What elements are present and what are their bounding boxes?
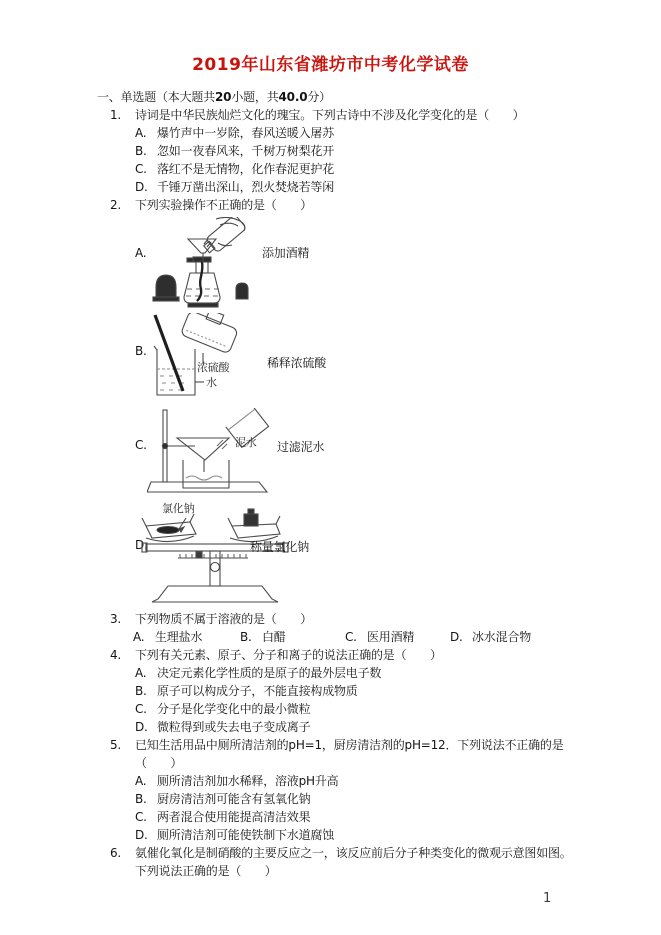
section-heading-suffix: 分） [307,90,331,104]
option-text: 千锤万凿出深山，烈火焚烧若等闲 [157,180,335,194]
option-text: 厨房清洁剂可能含有氢氧化钠 [157,792,311,806]
option-text: 原子可以构成分子，不能直接构成物质 [157,684,358,698]
question-6 [97,844,642,880]
q2-option-d-figure-row [97,498,642,606]
question-number: 5. [110,738,122,752]
section-total-score: 40.0 [278,90,308,104]
q2-option-c-figure-row [97,408,642,498]
option-text: 冰水混合物 [472,630,532,644]
exam-content [97,88,642,880]
question-number: 2. [110,198,122,212]
question-number: 6. [110,846,122,860]
option-label: B. [135,144,147,158]
question-text: 下列有关元素、原子、分子和离子的说法正确的是（ ） [135,648,442,662]
q3-option-b [240,628,345,646]
option-label: A. [135,246,147,260]
question-number: 1. [110,108,122,122]
q5-option-b [135,790,642,808]
alcohol-lamp-refill-drawing [150,217,255,311]
question-text: 氨催化氧化是制硝酸的主要反应之一，该反应前后分子种类变化的微观示意图如图。 [135,846,572,860]
option-label: D. [135,180,148,194]
q1-option-c [135,160,642,178]
option-label: A. [135,666,147,680]
q3-option-c [345,628,450,646]
page-title: 2019年山东省潍坊市中考化学试卷 [192,55,469,75]
q3-option-a [133,628,240,646]
q4-option-c [135,700,642,718]
water-label: 水 [206,376,217,389]
question-2 [97,196,642,606]
option-label: D. [450,630,463,644]
question-number: 4. [110,648,122,662]
question-text: 已知生活用品中厕所清洁剂的pH=1，厨房清洁剂的pH=12．下列说法不正确的是 [135,738,564,752]
option-label: B. [240,630,252,644]
figure-caption: 稀释浓硫酸 [267,356,327,370]
figure-caption: 过滤泥水 [277,440,325,454]
q5-option-c [135,808,642,826]
q3-options-row [133,628,642,646]
option-text: 厕所清洁剂加水稀释，溶液pH升高 [157,774,339,788]
q4-option-a [135,664,642,682]
q1-option-a [135,124,642,142]
q2-option-b-figure-row [97,312,642,408]
q4-option-b [135,682,642,700]
option-text: 分子是化学变化中的最小微粒 [157,702,311,716]
option-label: B. [135,792,147,806]
option-text: 生理盐水 [155,630,203,644]
option-label: B. [135,344,147,358]
figure-caption: 添加酒精 [262,246,310,260]
option-text: 白醋 [262,630,286,644]
muddy-water-label: 泥水 [235,436,257,449]
option-text: 决定元素化学性质的是原子的最外层电子数 [157,666,382,680]
page-number: 1 [543,891,552,906]
q2-option-a-figure-row [97,214,642,312]
option-text: 厕所清洁剂可能使铁制下水道腐蚀 [157,828,335,842]
option-label: C. [135,702,147,716]
filtration-setup-figure [147,408,287,496]
option-text: 忽如一夜春风来，千树万树梨花开 [157,144,335,158]
option-label: C. [135,810,147,824]
option-label: D. [135,720,148,734]
question-3 [97,610,642,646]
q5-option-d [135,826,642,844]
figure-caption: 称量氯化钠 [250,540,310,554]
option-label: D. [135,538,148,552]
sodium-chloride-label: 氯化钠 [162,502,195,515]
question-text: 下列实验操作不正确的是（ ） [135,198,313,212]
question-5 [97,736,642,844]
section-heading-mid: 小题，共 [231,90,279,104]
option-text: 落红不是无情物，化作春泥更护花 [157,162,335,176]
section-heading-prefix: 一、单选题（本大题共 [97,90,216,104]
q4-option-d [135,718,642,736]
option-text: 两者混合使用能提高清洁效果 [157,810,311,824]
q5-option-a [135,772,642,790]
option-label: B. [135,684,147,698]
option-label: C. [135,438,147,452]
option-label: C. [135,162,147,176]
q3-option-d [450,628,642,646]
question-text: 下列物质不属于溶液的是（ ） [135,612,313,626]
section-question-count: 20 [215,90,232,104]
option-label: A. [135,774,147,788]
question-text-continued: 下列说法正确的是（ ） [135,864,277,878]
option-label: C. [345,630,357,644]
option-text: 医用酒精 [367,630,415,644]
option-label: A. [135,126,147,140]
question-text-continued: （ ） [135,756,183,770]
filtration-setup-drawing [147,408,287,496]
option-label: A. [133,630,145,644]
option-text: 爆竹声中一岁除，春风送暖入屠苏 [157,126,335,140]
question-4 [97,646,642,736]
q1-option-b [135,142,642,160]
q1-option-d [135,178,642,196]
option-text: 微粒得到或失去电子变成离子 [157,720,311,734]
alcohol-lamp-refill-figure [150,217,255,311]
option-label: D. [135,828,148,842]
question-1 [97,106,642,196]
bottle-label: 浓硫酸 [197,361,230,374]
section-heading [97,88,642,106]
question-text: 诗词是中华民族灿烂文化的瑰宝。下列古诗中不涉及化学变化的是（ ） [135,108,525,122]
question-number: 3. [110,612,122,626]
